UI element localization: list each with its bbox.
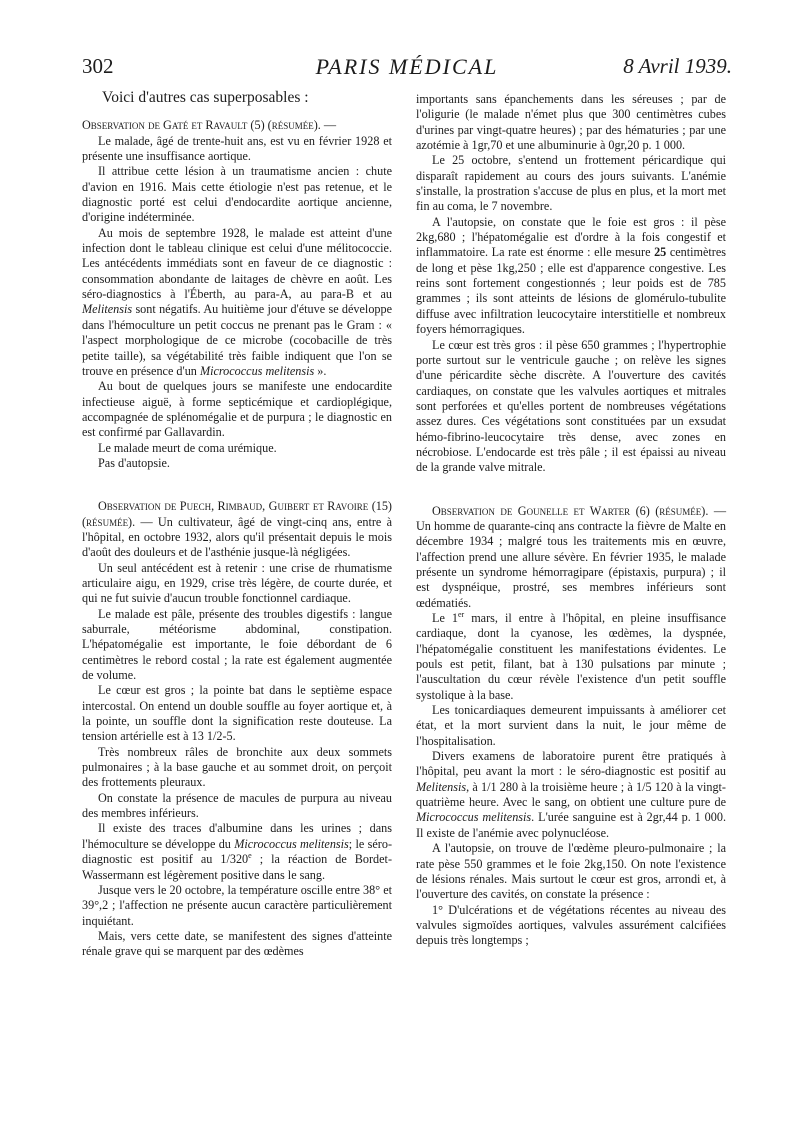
obs2-paragraph-9: Mais, vers cette date, se manifestent des signes d'atteinte rénale grave qui se marquent par des œdèmes	[82, 928, 392, 959]
section-gap	[416, 476, 726, 504]
obs1-heading: Observation de Gaté et Ravault (5) (résumée). —	[82, 118, 337, 133]
obs2-p7-text-b: ; le séro-diagnostic est positif au 1/320	[82, 836, 392, 867]
obs2-paragraph-5: Très nombreux râles de bronchite aux deux sommets pulmonaires ; à la base gauche et au sommet droit, on perçoit des frottements pleuraux.	[82, 744, 392, 790]
obs3-p4-text-b: , à 1/1 280 à la troisième heure ; à 1/5 120 à la vingt-quatrième heure. Avec le sang, on obtient une culture pure de	[416, 779, 726, 810]
page-number: 302	[82, 54, 114, 78]
obs2-paragraph-8: Jusque vers le 20 octobre, la température oscille entre 38° et 39°,2 ; l'affection ne présente aucun caractère particulièrement inquiétant.	[82, 882, 392, 928]
obs2-p7-italic: Micrococcus melitensis	[234, 836, 349, 851]
cont-p3-text-b: centimètres de long et pèse 1kg,250 ; elle est d'apparence congestive. Les reins sont fortement congestionnés ; leur poids est de 785 grammes ; ils sont atteints de lésions de glomérulo-tubulite diffuse avec infiltration leucocytaire interstitielle et nombreux foyers hémorragiques.	[416, 245, 726, 337]
obs2-p7-text-a: Il existe des traces d'albumine dans les urines ; dans l'hémoculture se développe du	[82, 821, 392, 851]
journal-title: PARIS MÉDICAL	[315, 54, 499, 79]
obs1-p3-text-c: ».	[317, 363, 327, 378]
obs3-p2-text-b: mars, il entre à l'hôpital, en pleine insuffisance cardiaque, dont la cyanose, les œdèmes, la dyspnée, l'hépatomégalie constituent les manifestations évidentes. Le pouls est petit, filant, bat à 130 pulsations par minute ; l'auscultation du cœur révèle l'existence d'un petit souffle systolique à la base.	[416, 611, 726, 702]
obs3-p2-sup: er	[457, 609, 465, 619]
obs3-p2-text-a: Le 1	[432, 611, 458, 625]
obs2-p7-sup: e	[248, 851, 252, 861]
obs3-paragraph-6: 1° D'ulcérations et de végétations récentes au niveau des valvules sigmoïdes aortiques, valvules assurément calcifiées depuis très longtemps ;	[416, 902, 726, 948]
cont-paragraph-2: Le 25 octobre, s'entend un frottement péricardique qui disparaît rapidement au cours des jours suivants. L'anémie s'installe, la prostration s'accuse de plus en plus, et la mort met fin au coma, le 7 novembre.	[416, 153, 726, 214]
left-column	[82, 90, 392, 960]
right-column	[416, 92, 726, 949]
obs1-paragraph-4: Au bout de quelques jours se manifeste une endocardite infectieuse aiguë, à forme septicémique et cardioplégique, accompagnée de splénomégalie et de purpura ; le diagnostic en est confirmé par Gallavardin.	[82, 379, 392, 440]
obs1-paragraph-6: Pas d'autopsie.	[98, 455, 170, 470]
obs1-p3-italic-1: Melitensis	[82, 302, 133, 317]
issue-date: 8 Avril 1939.	[623, 54, 732, 78]
obs3-paragraph-4	[416, 749, 726, 841]
cont-p3-bold: 25	[654, 245, 667, 260]
cont-paragraph-1: importants sans épanchements dans les séreuses ; par de l'oligurie (le malade n'émet plus que 300 centimètres cubes d'urines par vingt-quatre heures) ; par des hématuries ; par une azotémie à 1gr,70 et une albuminurie à 0gr,20 p. 1 000.	[416, 92, 726, 153]
cont-paragraph-3	[416, 215, 726, 338]
obs1-paragraph-2: Il attribue cette lésion à un traumatisme ancien : chute d'avion en 1916. Mais cette étiologie n'est pas retenue, et le diagnostic porté est celui d'endocardite aortique ancienne, d'origine indéterminée.	[82, 164, 392, 225]
obs3-p4-italic-2: Micrococcus melitensis	[416, 810, 532, 825]
obs2-p7-text-c: ; la réaction de Bordet-Wassermann est légèrement positive dans le sang.	[82, 852, 393, 882]
obs1-p3-italic-2: Micrococcus melitensis	[199, 363, 315, 378]
section-gap	[82, 471, 392, 499]
obs2-paragraph-4: Le cœur est gros ; la pointe bat dans le septième espace intercostal. On entend un double souffle au foyer aortique et, à la pointe, un souffle dont la signification reste douteuse. La tension artérielle est à 13 1/2-5.	[82, 683, 392, 744]
obs1-heading-paragraph	[82, 118, 392, 133]
obs3-p1-text: — Un homme de quarante-cinq ans contracte la fièvre de Malte en décembre 1934 ; malgré tous les traitements mis en œuvre, l'affection prend une allure sévère. En février 1935, le malade présente un syndrome hémorragipare (épistaxis, purpura) ; il est dyspnéique, prostré, ses membres inférieurs sont œdématiés.	[416, 503, 727, 610]
obs2-heading: Observation de Puech, Rimbaud, Guibert et Ravoire (15) (résumée).	[82, 499, 392, 529]
cont-paragraph-4: Le cœur est très gros : il pèse 650 grammes ; l'hypertrophie porte surtout sur le ventricule gauche ; on relève les signes d'une péricardite sèche discrète. A l'ouverture des cavités cardiaques, on constate que les valvules aortiques et mitrales sont perforées et qu'elles portent de nombreuses végétations assez dures. Ces végétations sont constituées par un exsudat hémo-fibrino-leucocytaire très dense, avec zones en nécrobiose. L'endocarde est très pâle ; il est épaissi au niveau de la grande valve mitrale.	[416, 337, 726, 475]
obs2-paragraph-7	[82, 821, 392, 882]
obs2-paragraph-2: Un seul antécédent est à retenir : une crise de rhumatisme articulaire aigu, en 1929, crise très légère, de courte durée, et qui ne fut suivie d'aucun trouble fonctionnel cardiaque.	[82, 560, 392, 606]
obs3-heading: Observation de Gounelle et Warter (6) (résumée).	[432, 503, 709, 518]
obs3-paragraph-5: A l'autopsie, on trouve de l'œdème pleuro-pulmonaire ; la rate pèse 550 grammes et le foie 2kg,150. On note l'existence de lésions rénales. Mais surtout le cœur est gros, arrondi et, à l'ouverture des cavités, on constate la présence :	[416, 841, 726, 902]
obs1-paragraph-1: Le malade, âgé de trente-huit ans, est vu en février 1928 et présente une insuffisance aortique.	[82, 133, 392, 164]
obs1-p3-text-a: Au mois de septembre 1928, le malade est atteint d'une infection dont le tableau clinique est celui d'une mélitococcie. Les antécédents immédiats sont en faveur de ce diagnostic : consommation abondante de laitages de chèvre en août. Les séro-diagnostics à l'Éberth, au para-A, au para-B et au	[82, 225, 392, 302]
obs2-paragraph-6: On constate la présence de macules de purpura au niveau des membres inférieurs.	[82, 790, 392, 821]
obs3-p4-italic-1: Melitensis	[416, 779, 467, 794]
obs3-p4-text-c: . L'urée sanguine est à 2gr,44 p. 1 000. Il existe de l'anémie avec polynucléose.	[416, 810, 727, 840]
obs1-p3-text-b: sont négatifs. Au huitième jour d'étuve se développe dans l'hémoculture un petit coccus ne prenant pas le Gram : « l'aspect morphologique de ce microbe (cocobacille de très petite taille), sa végétabilité très faible indiquent que l'on se trouve en présence d'un	[82, 302, 393, 378]
intro-line: Voici d'autres cas superposables :	[102, 89, 309, 106]
obs2-paragraph-3: Le malade est pâle, présente des troubles digestifs : langue saburrale, météorisme abdominal, constipation. L'hépatomégalie est importante, le foie débordant de 6 centimètres le rebord costal ; la rate est également augmentée de volume.	[82, 606, 392, 683]
obs3-p4-text-a: Divers examens de laboratoire purent être pratiqués à l'hôpital, peu avant la mort : le séro-diagnostic est positif au	[416, 749, 726, 779]
obs2-p1-text: — Un cultivateur, âgé de vingt-cinq ans, entre à l'hôpital, en octobre 1932, alors qu'il présentait depuis le mois d'août des douleurs et de l'asthénie jusque-là négligées.	[82, 514, 392, 560]
obs3-paragraph-1	[416, 504, 726, 611]
obs3-paragraph-2	[416, 611, 726, 703]
obs2-paragraph-1	[82, 499, 392, 560]
obs1-paragraph-3	[82, 226, 392, 379]
cont-p3-text-a: A l'autopsie, on constate que le foie est gros : il pèse 2kg,680 ; l'hépatomégalie est d'ordre à la fois congestif et inflammatoire. La rate est énorme : elle mesure	[416, 214, 726, 260]
running-header	[82, 54, 732, 90]
obs3-paragraph-3: Les tonicardiaques demeurent impuissants à améliorer cet état, et la mort survient dans la nuit, le jour même de l'hospitalisation.	[416, 703, 726, 748]
obs1-paragraph-5: Le malade meurt de coma urémique.	[98, 440, 277, 455]
